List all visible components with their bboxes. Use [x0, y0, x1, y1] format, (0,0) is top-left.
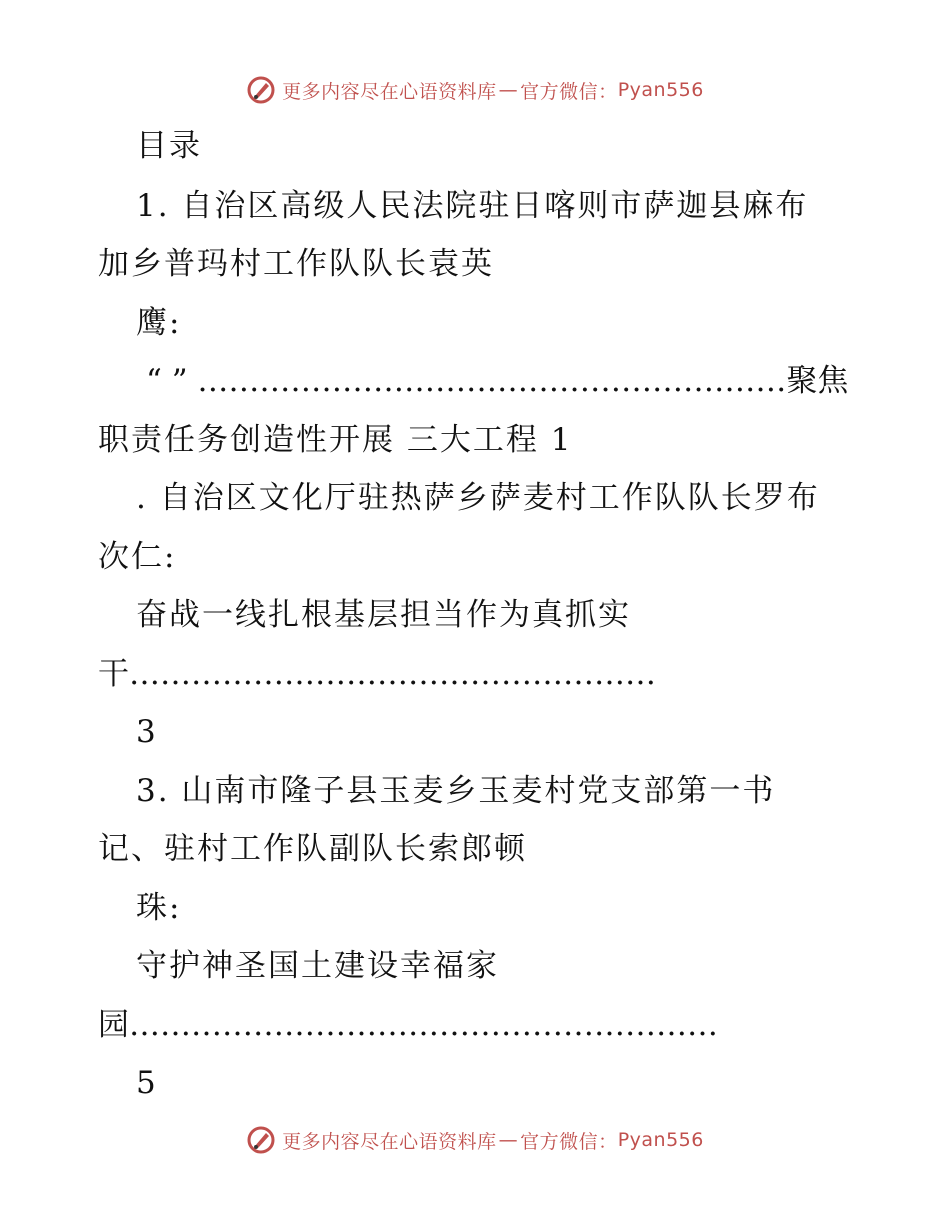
toc-line: 干…………………………………………… [98, 656, 656, 692]
toc-line: 鹰: [136, 305, 182, 341]
pen-logo-icon [246, 1125, 276, 1155]
toc-line: 职责任务创造性开展 三大工程 1 [98, 422, 573, 458]
banner-wechat-id: Pyan556 [617, 79, 704, 101]
toc-line: 1. 自治区高级人民法院驻日喀则市萨迦县麻布 [136, 188, 809, 224]
banner-wechat-label: 官方微信： [520, 1130, 618, 1153]
banner-dash: — [498, 79, 519, 101]
toc-line: “ ” …………………………………………………聚焦 [146, 363, 849, 399]
pen-logo-icon [246, 75, 276, 105]
footer-banner [0, 1120, 950, 1160]
header-banner [0, 70, 950, 110]
banner-wechat-id: Pyan556 [617, 1129, 704, 1151]
toc-line: 5 [136, 1065, 158, 1101]
banner-text-main: 更多内容尽在心语资料库 [282, 80, 497, 103]
toc-line: 珠: [136, 890, 182, 926]
toc-line: 3. 山南市隆子县玉麦乡玉麦村党支部第一书 [136, 773, 776, 809]
toc-line: 守护神圣国土建设幸福家 [136, 948, 499, 984]
toc-line: 奋战一线扎根基层担当作为真抓实 [136, 597, 631, 633]
toc-line: . 自治区文化厅驻热萨乡萨麦村工作队队长罗布 [136, 480, 820, 516]
banner-text-main: 更多内容尽在心语资料库 [282, 1130, 497, 1153]
toc-line: 3 [136, 714, 158, 750]
banner-dash: — [498, 1129, 519, 1151]
toc-line: 加乡普玛村工作队队长袁英 [98, 246, 494, 282]
toc-heading: 目录 [136, 128, 202, 164]
toc-line: 园………………………………………………… [98, 1007, 718, 1043]
toc-line: 次仁: [98, 539, 177, 575]
banner-wechat-label: 官方微信： [520, 80, 618, 103]
toc-line: 记、驻村工作队副队长索郎顿 [98, 831, 527, 867]
